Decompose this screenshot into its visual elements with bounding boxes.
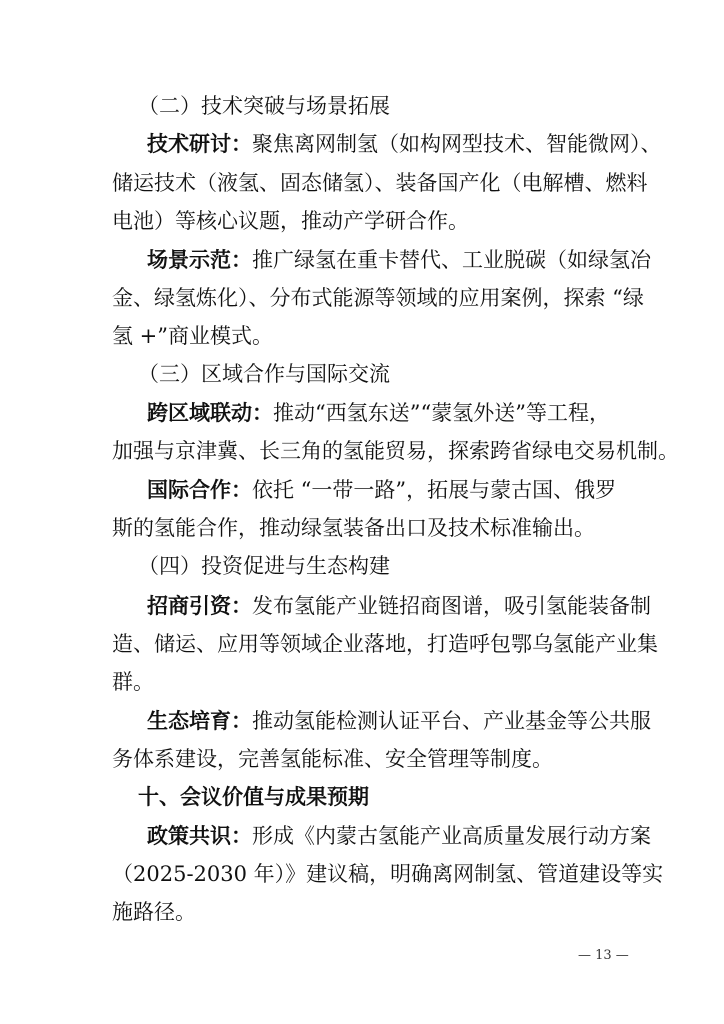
paragraph-text: 聚焦离网制氢（如构网型技术、智能微网）、 [252, 132, 662, 156]
section-heading-3: （三）区域合作与国际交流 [138, 362, 390, 386]
paragraph-text: 推动氢能检测认证平台、产业基金等公共服 [252, 709, 651, 733]
paragraph-label: 场景示范： [147, 247, 252, 272]
paragraph-line [147, 476, 616, 504]
paragraph-text: 依托 “一带一路”，拓展与蒙古国、俄罗 [252, 478, 617, 502]
paragraph-line: 造、储运、应用等领域企业落地，打造呼包鄂乌氢能产业集 [112, 632, 658, 656]
paragraph-line: （2025-2030 年）》建议稿，明确离网制氢、管道建设等实 [112, 862, 664, 886]
paragraph-label: 国际合作： [147, 477, 252, 502]
paragraph-line: 氢 +”商业模式。 [112, 324, 274, 348]
paragraph-text: 发布氢能产业链招商图谱，吸引氢能装备制 [252, 594, 651, 618]
paragraph-line [147, 399, 610, 427]
paragraph-label: 跨区域联动： [147, 400, 273, 425]
paragraph-line: 加强与京津冀、长三角的氢能贸易，探索跨省绿电交易机制。 [112, 439, 679, 463]
paragraph-label: 政策共识： [147, 823, 252, 848]
paragraph-text: 形成《内蒙古氢能产业高质量发展行动方案 [252, 824, 651, 848]
paragraph-line: 斯的氢能合作，推动绿氢装备出口及技术标准输出。 [112, 516, 595, 540]
section-heading-2: （二）技术突破与场景拓展 [138, 94, 390, 118]
paragraph-line: 务体系建设，完善氢能标准、安全管理等制度。 [112, 747, 553, 771]
chapter-heading: 十、会议价值与成果预期 [138, 785, 369, 809]
paragraph-label: 生态培育： [147, 708, 252, 733]
paragraph-line: 储运技术（液氢、固态储氢）、装备国产化（电解槽、燃料 [112, 171, 648, 195]
paragraph-line [147, 822, 651, 850]
paragraph-text: 推动“西氢东送”“蒙氢外送”等工程， [273, 401, 610, 425]
paragraph-label: 技术研讨： [147, 131, 252, 156]
paragraph-line: 金、绿氢炼化）、分布式能源等领域的应用案例，探索 “绿 [112, 286, 644, 310]
paragraph-line [147, 592, 651, 620]
page-number: — 13 — [578, 948, 629, 963]
paragraph-line: 群。 [112, 670, 154, 694]
paragraph-line [147, 130, 662, 158]
paragraph-line: 电池）等核心议题，推动产学研合作。 [112, 209, 469, 233]
paragraph-line [147, 246, 651, 274]
paragraph-text: 推广绿氢在重卡替代、工业脱碳（如绿氢冶 [252, 248, 651, 272]
paragraph-line: 施路径。 [112, 900, 196, 924]
paragraph-line [147, 707, 651, 735]
section-heading-4: （四）投资促进与生态构建 [138, 554, 390, 578]
paragraph-label: 招商引资： [147, 593, 252, 618]
